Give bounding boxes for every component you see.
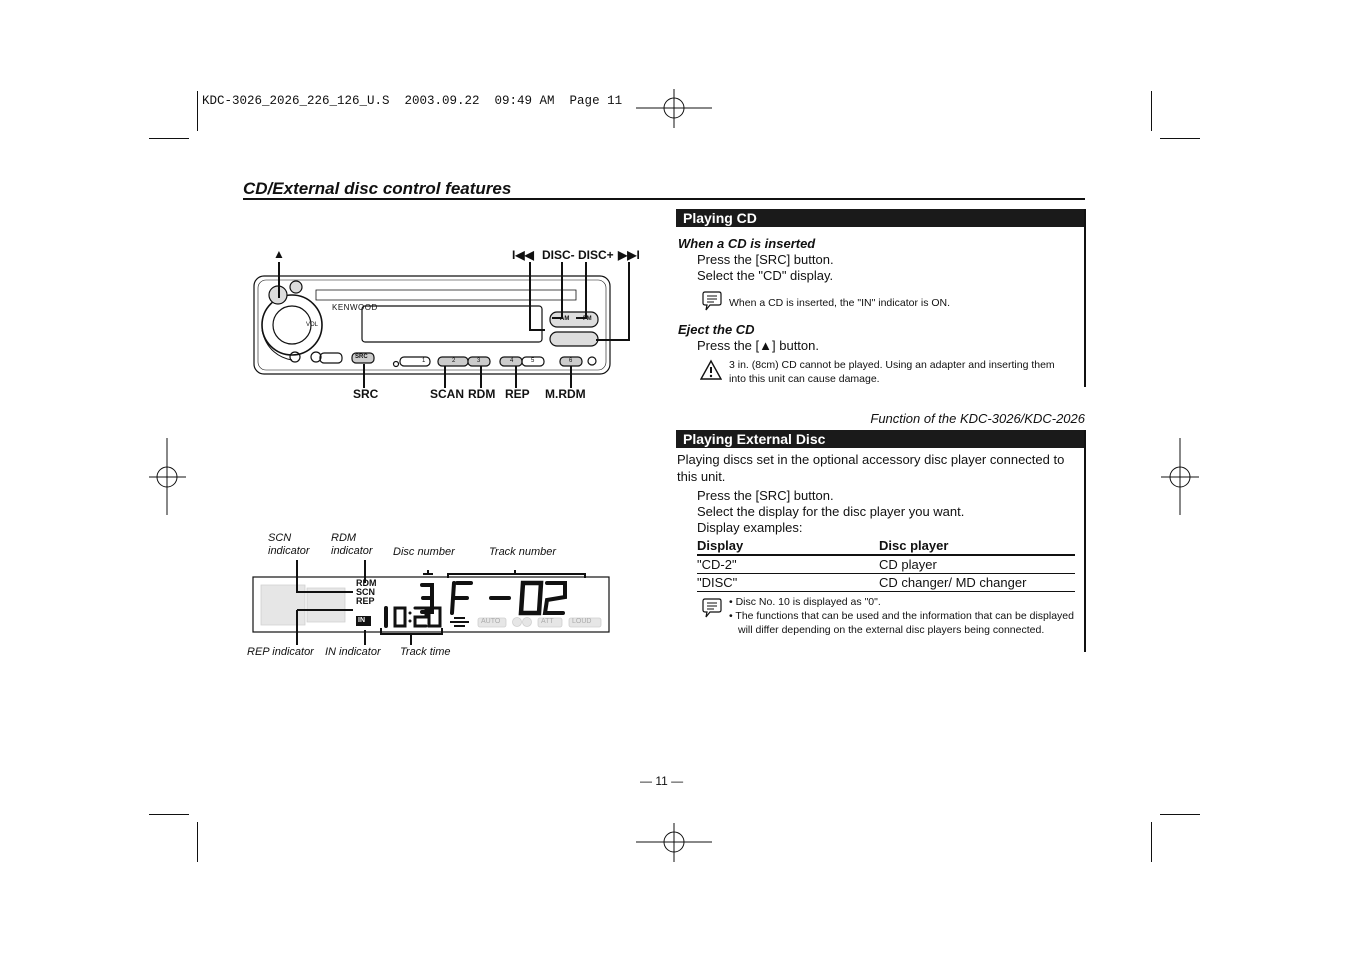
print-header: KDC-3026_2026_226_126_U.S 2003.09.22 09:49 AM Page 11 — [202, 94, 623, 108]
table-cell: CD player — [879, 555, 1075, 574]
prev-track-label: I◀◀ — [512, 248, 534, 262]
table-header-display: Display — [697, 538, 879, 555]
cd-inserted-note: When a CD is inserted, the "IN" indicator is ON. — [729, 297, 951, 309]
rep-indicator: REP — [356, 596, 375, 606]
table-row — [697, 574, 1075, 592]
preset-button-1[interactable]: 1 — [422, 358, 426, 364]
in-indicator-caption: IN indicator — [325, 646, 381, 658]
external-note-2: • The functions that can be used and the information that can be displayed will differ depending on the external disc players being connected. — [729, 610, 1074, 636]
track-time-caption: Track time — [400, 646, 451, 658]
rdm-label: RDM — [468, 387, 496, 401]
external-note-1-text: Disc No. 10 is displayed as "0". — [735, 596, 881, 608]
src-label: SRC — [353, 387, 379, 401]
section-title: CD/External disc control features — [243, 179, 512, 198]
external-note-2-text: The functions that can be used and the information that can be displayed will differ depending on the external disc players being connected. — [735, 610, 1074, 636]
section-rule — [1084, 209, 1086, 387]
cd-inserted-line-2: Select the "CD" display. — [697, 268, 834, 283]
page-number: — 11 — — [640, 774, 684, 788]
scn-indicator-caption: SCN indicator — [268, 532, 310, 557]
table-cell: CD changer/ MD changer — [879, 574, 1075, 592]
note-icon — [700, 290, 724, 312]
disc-plus-label: DISC+ — [578, 248, 614, 262]
table-cell: "CD-2" — [697, 555, 879, 574]
auto-indicator: AUTO — [481, 618, 501, 625]
disc-minus-label: DISC- — [542, 248, 575, 262]
rep-label: REP — [505, 387, 530, 401]
display-diagram — [245, 530, 615, 665]
function-note: Function of the KDC-3026/KDC-2026 — [870, 411, 1085, 426]
rdm-indicator-caption: RDM indicator — [331, 532, 373, 557]
mrdm-label: M.RDM — [545, 387, 586, 401]
src-button[interactable]: SRC — [355, 354, 368, 360]
disc-number-caption: Disc number — [393, 546, 455, 558]
external-note-1: • Disc No. 10 is displayed as "0". — [729, 596, 881, 608]
track-time-value — [545, 592, 548, 593]
external-intro: Playing discs set in the optional accessory disc player connected to this unit. — [677, 452, 1065, 484]
eject-label: ▲ — [273, 247, 285, 261]
vol-label: VOL — [306, 322, 319, 328]
external-line-2: Select the display for the disc player you want. — [697, 504, 965, 519]
table-row — [697, 555, 1075, 574]
table-header-row — [697, 538, 1075, 555]
brand-logo: KENWOOD — [332, 303, 378, 312]
external-line-3: Display examples: — [697, 520, 803, 535]
preset-button-3[interactable]: 3 — [477, 358, 481, 364]
eject-cd-line: Press the [▲] button. — [697, 338, 819, 353]
playing-external-heading: Playing External Disc — [676, 430, 1086, 448]
cd-inserted-line-1: Press the [SRC] button. — [697, 252, 834, 267]
display-examples-table — [697, 538, 1075, 592]
am-button[interactable]: AM — [560, 316, 570, 322]
preset-button-2[interactable]: 2 — [452, 358, 456, 364]
table-header-disc-player: Disc player — [879, 538, 1075, 555]
preset-button-5[interactable]: 5 — [531, 358, 535, 364]
eject-cd-subheading: Eject the CD — [678, 322, 755, 337]
track-number-caption: Track number — [489, 546, 557, 558]
faceplate-diagram — [240, 240, 650, 410]
preset-button-4[interactable]: 4 — [510, 358, 514, 364]
scn-indicator: SCN — [356, 587, 376, 597]
loud-indicator: LOUD — [572, 618, 592, 625]
in-indicator: IN — [358, 617, 365, 624]
table-cell: "DISC" — [697, 574, 879, 592]
rep-indicator-caption: REP indicator — [247, 646, 314, 658]
cd-warning-text: 3 in. (8cm) CD cannot be played. Using an adapter and inserting them into this unit can cause damage. — [729, 359, 1055, 385]
note-icon — [700, 597, 724, 619]
warning-icon — [700, 359, 722, 381]
att-indicator: ATT — [541, 618, 554, 625]
fm-button[interactable]: FM — [583, 316, 592, 322]
section-rule — [1084, 430, 1086, 652]
scan-label: SCAN — [430, 387, 465, 401]
next-track-label: ▶▶I — [618, 248, 640, 262]
external-line-1: Press the [SRC] button. — [697, 488, 834, 503]
title-rule — [243, 198, 1085, 200]
cd-inserted-subheading: When a CD is inserted — [678, 236, 816, 251]
playing-cd-heading: Playing CD — [676, 209, 1086, 227]
preset-button-6[interactable]: 6 — [569, 358, 573, 364]
rdm-indicator: RDM — [356, 578, 377, 588]
